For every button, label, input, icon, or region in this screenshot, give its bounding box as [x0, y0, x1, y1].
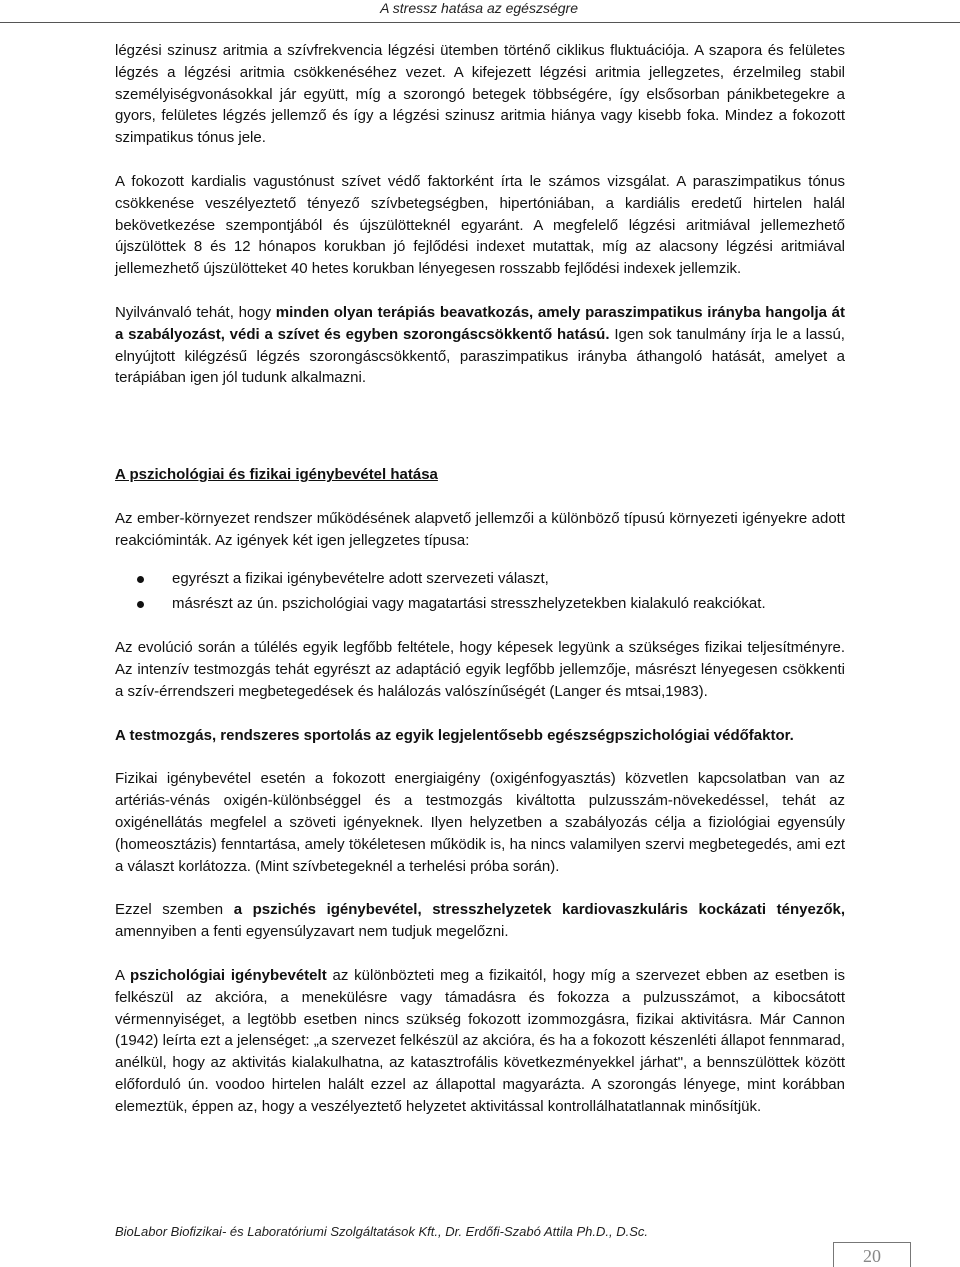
list-item [115, 593, 845, 615]
bold-emphasis: a pszichés igénybevétel, stresszhelyzetek kardiovaszkuláris kockázati tényezők, [233, 901, 845, 919]
paragraph-text: az különbözteti meg a fizikaitól, hogy míg a szervezet ebben az esetben is felkészül az akcióra, a menekülésre vagy támadásra és fokozza a pulzusszámot, a kibocsátott vérmennyiséget, a legtöbb esetben nincs szükség fokozott izommozgásra, fizikai aktivitásra. Már Cannon (1942) leírta ezt a jelenséget: „a szervezet felkészül az akcióra, és ha a fokozott készenléti állapot fennmarad, anélkül, hogy az aktivitás kialakulhatna, az katasztrofális következményekkel járhat", a bennszülöttek között előforduló ún. voodoo hirtelen halált ezzel az állapottal magyarázta. A szorongás lényege, mint korábban elemeztük, éppen az, hogy a veszélyeztető helyzetet aktivitással kontrollálhatatlannak minősítjük. [115, 966, 845, 1115]
paragraph-text: Igen sok tanulmány írja le a lassú, elnyújtott kilégzésű légzés szorongáscsökkentő, paraszimpatikus irányba áthangoló hatását, amelyet a terápiában igen jól tudunk alkalmazni. [115, 325, 845, 387]
paragraph-text: amennyiben a fenti egyensúlyzavart nem tudjuk megelőzni. [115, 923, 509, 941]
list-item-text: másrészt az ún. pszichológiai vagy magatartási stresszhelyzetekben kialakuló reakciókat. [172, 595, 766, 613]
paragraph-psychic-demand [115, 899, 845, 943]
paragraph-environment: Az ember-környezet rendszer működésének alapvető jellemzői a különböző típusú környezeti igényekre adott reakcióminták. Az igények két igen jellegzetes típusa: [115, 509, 845, 549]
bullet-icon [137, 601, 144, 608]
page-header [0, 0, 960, 23]
bullet-list [115, 568, 845, 616]
paragraph-text: Ezzel szemben [115, 901, 234, 919]
document-body [115, 40, 845, 1117]
list-item-text: egyrészt a fizikai igénybevételre adott szervezeti választ, [172, 569, 549, 587]
bullet-icon [137, 576, 144, 583]
page-number: 20 [863, 1246, 881, 1266]
paragraph-vagal-tone: A fokozott kardialis vagustónust szívet védő faktorként írta le számos vizsgálat. A paraszimpatikus tónus csökkenése veszélyeztető tényező szívbetegségben, hipertóniában, a kardiális eredetű hirtelen halál bekövetkezése szempontjából és újszülötteknél egyaránt. A megfelelő légzési aritmiával jellemezhető újszülöttek 8 és 12 hónapos korukban jó fejlődési indexet mutattak, míg az alacsony légzési aritmiával jellemezhető újszülötteket 40 hetes korukban lényegesen rosszabb fejlődési indexek jellemzik. [115, 172, 845, 278]
paragraph-physical-demand: Fizikai igénybevétel esetén a fokozott energiaigény (oxigénfogyasztás) közvetlen kapcsolatban van az artériás-vénás oxigén-különbséggel és a testmozgás kiváltotta pulzusszám-növekedéssel, tehát az oxigénellátás megfelel a szöveti igényeknek. Ilyen helyzetben a szabályozás célja a fiziológiai egyensúly (homeosztázis) fenntartása, amely tökéletesen működik is, ha nincs valamilyen szervi megbetegedés, ami ezt a választ korlátozza. (Mint szívbetegeknél a terhelési próba során). [115, 770, 845, 875]
paragraph-text: A [115, 966, 130, 984]
paragraph-evolution: Az evolúció során a túlélés egyik legfőbb feltétele, hogy képesek legyünk a szükséges fizikai teljesítményre. Az intenzív testmozgás tehát egyrészt az adaptáció egyik legfőbb jellemzője, másrészt lényegesen csökkenti a szív-érrendszeri megbetegedések és halálozás valószínűségét (Langer és mtsai,1983). [115, 639, 845, 700]
page-number-box [833, 1242, 911, 1267]
paragraph-respiratory-arrhythmia: légzési szinusz aritmia a szívfrekvencia légzési ütemben történő ciklikus fluktuációja. A szapora és felületes légzés a légzési aritmia csökkenéséhez vezet. A kifejezett légzési aritmia jellegzetes, érzelmileg stabil személyiségvonásokkal jár együtt, míg a szorongó betegek többségére, így elsősorban pánikbetegekre a gyors, felületes légzés jellemző és így a légzési szinusz aritmia hiánya vagy kisebb foka. Mindez a fokozott szimpatikus tónus jele. [115, 42, 845, 147]
header-title: A stressz hatása az egészségre [380, 0, 578, 16]
bold-emphasis: pszichológiai igénybevételt [130, 966, 327, 984]
bold-emphasis: minden olyan terápiás beavatkozás, amely paraszimpatikus irányba hangolja át a szabályozást, védi a szívet és egyben szorongáscsökkentő hatású. [115, 303, 845, 343]
list-item [115, 568, 845, 590]
paragraph-therapy [115, 302, 845, 389]
section-heading: A pszichológiai és fizikai igénybevétel hatása [115, 466, 438, 484]
paragraph-psychological-demand [115, 965, 845, 1118]
paragraph-exercise-bold: A testmozgás, rendszeres sportolás az egyik legjelentősebb egészségpszichológiai védőfaktor. [115, 726, 794, 744]
page-footer: BioLabor Biofizikai- és Laboratóriumi Szolgáltatások Kft., Dr. Erdőfi-Szabó Attila Ph.D., D.Sc. [115, 1224, 648, 1239]
paragraph-text: Nyilvánvaló tehát, hogy [115, 303, 276, 321]
